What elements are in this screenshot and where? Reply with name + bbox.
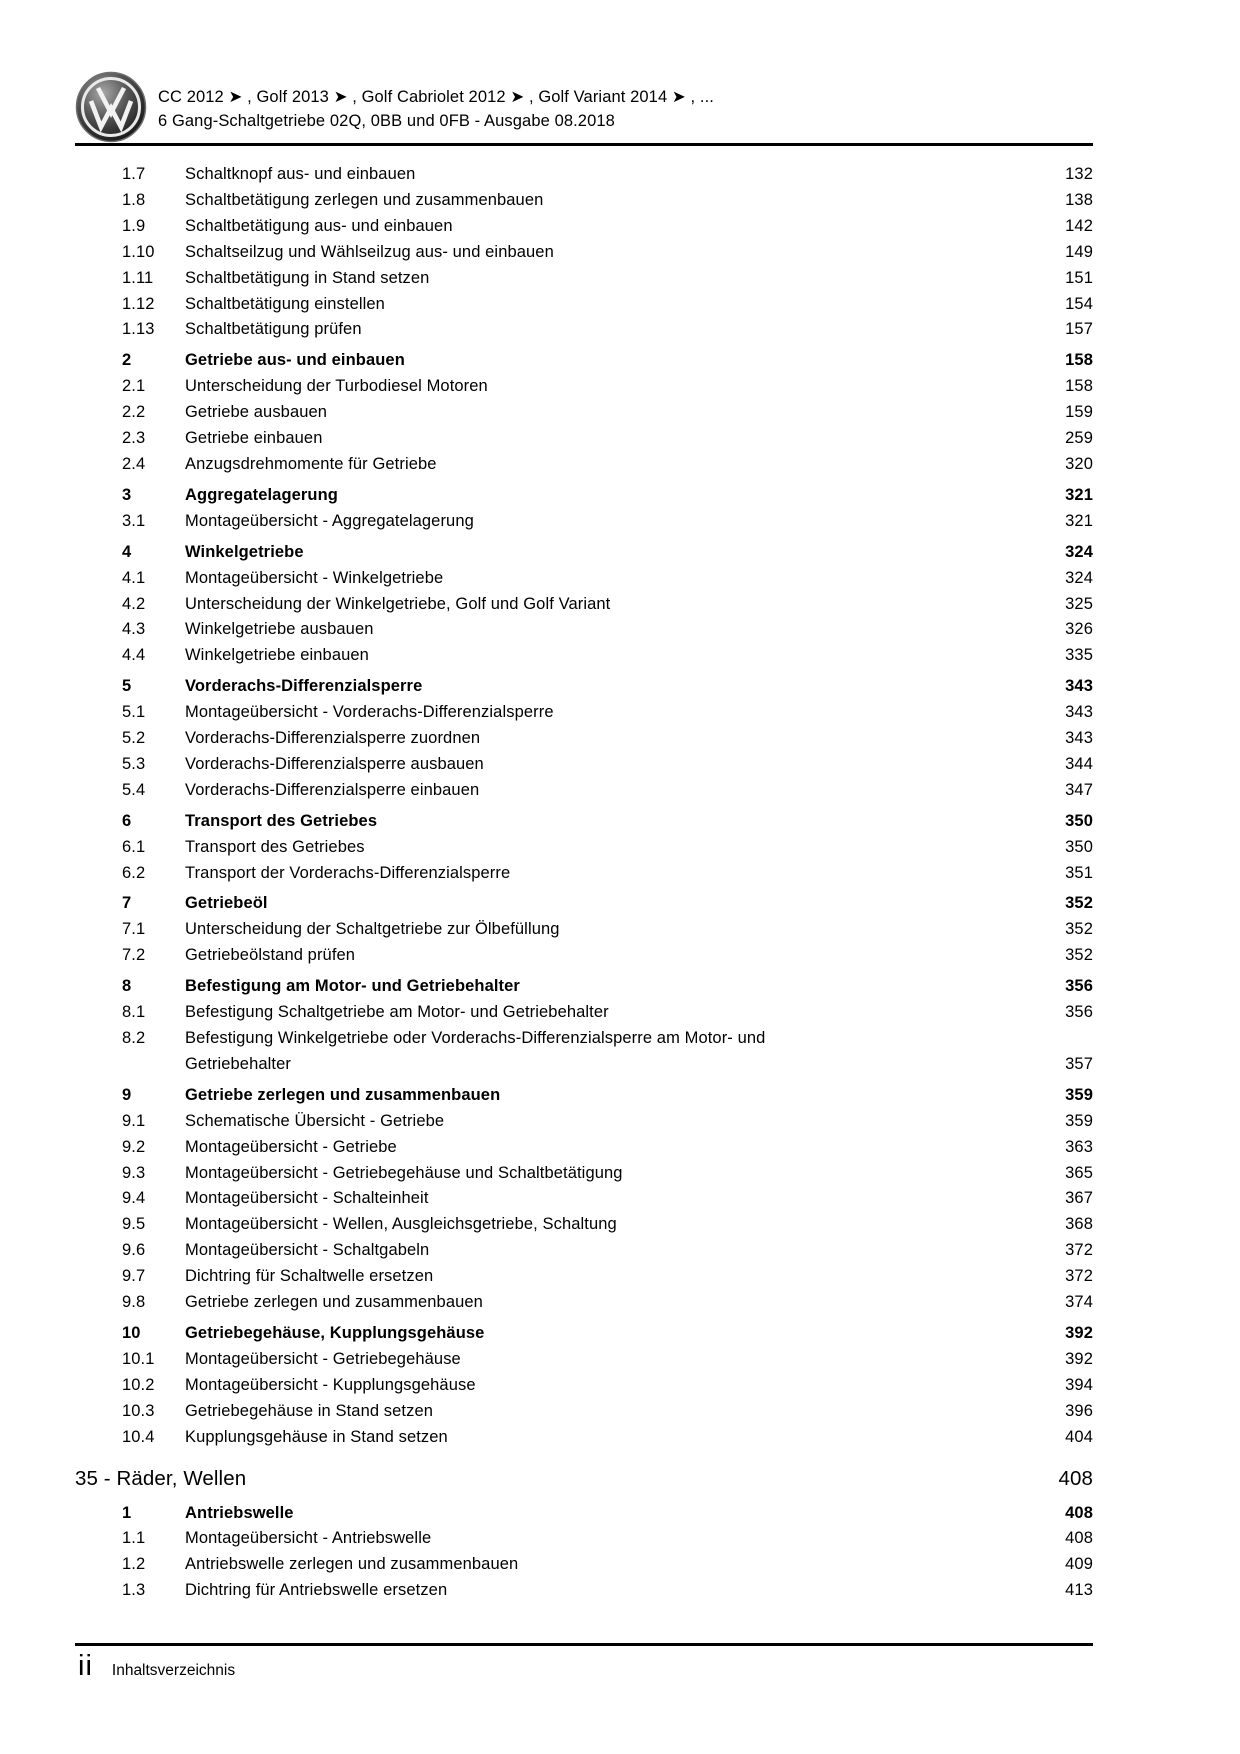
toc-entry <box>75 1083 1093 1109</box>
toc-entry-page: 392 <box>1045 1321 1093 1347</box>
toc-entry-page: 374 <box>1045 1290 1093 1316</box>
toc-entry-page: 159 <box>1045 400 1093 426</box>
toc-entry <box>75 1425 1093 1451</box>
toc-entry-number: 5.1 <box>122 700 185 726</box>
toc-entry-title: Montageübersicht - Getriebe <box>185 1138 405 1156</box>
toc-entry <box>75 1186 1093 1212</box>
toc-entry-title: Montageübersicht - Winkelgetriebe <box>185 569 451 587</box>
toc-entry-title: Vorderachs-Differenzialsperre zuordnen <box>185 729 488 747</box>
toc-entry-number: 7.2 <box>122 943 185 969</box>
toc-entry-title: Getriebe aus- und einbauen <box>185 351 413 369</box>
toc-entry <box>75 1264 1093 1290</box>
toc-entry-number: 1 <box>122 1501 185 1527</box>
toc-entry-page: 408 <box>1045 1526 1093 1552</box>
toc-entry-title: Schaltknopf aus- und einbauen <box>185 165 423 183</box>
toc-entry-page: 350 <box>1045 835 1093 861</box>
toc-entry-page: 357 <box>1045 1052 1093 1078</box>
toc-entry-title: Getriebe einbauen <box>185 429 330 447</box>
toc-entry <box>75 1463 1093 1494</box>
toc-entry-title: Getriebe zerlegen und zusammenbauen <box>185 1086 508 1104</box>
toc-entry <box>75 1135 1093 1161</box>
toc-entry <box>75 674 1093 700</box>
toc-entry-title: Antriebswelle <box>185 1504 302 1522</box>
toc-entry-number: 5.2 <box>122 726 185 752</box>
toc-entry-number: 9 <box>122 1083 185 1109</box>
toc-entry-number: 1.8 <box>122 188 185 214</box>
toc-entry-title: Montageübersicht - Getriebegehäuse <box>185 1350 469 1368</box>
toc-entry <box>75 891 1093 917</box>
toc-entry-page: 409 <box>1045 1552 1093 1578</box>
manual-subtitle-line: 6 Gang-Schaltgetriebe 02Q, 0BB und 0FB - Ausgabe 08.2018 <box>158 112 615 130</box>
toc-entry <box>75 861 1093 887</box>
toc-entry <box>75 348 1093 374</box>
toc-entry <box>75 700 1093 726</box>
toc-entry <box>75 566 1093 592</box>
toc-entry <box>75 1000 1093 1026</box>
toc-entry-title: Schaltbetätigung aus- und einbauen <box>185 217 461 235</box>
toc-entry-page: 142 <box>1045 214 1093 240</box>
toc-entry-title: Schaltseilzug und Wählseilzug aus- und einbauen <box>185 243 562 261</box>
toc-entry <box>75 592 1093 618</box>
toc-entry-page: 158 <box>1045 374 1093 400</box>
toc-entry-number: 1.1 <box>122 1526 185 1552</box>
toc-entry-page: 408 <box>1045 1463 1093 1494</box>
toc-entry-number: 3.1 <box>122 509 185 535</box>
toc-entry-page: 324 <box>1045 540 1093 566</box>
toc-entry <box>75 617 1093 643</box>
toc-entry-number: 5.3 <box>122 752 185 778</box>
toc-entry <box>75 188 1093 214</box>
folio-page-number: ii <box>78 1650 93 1682</box>
toc-entry-title: Vorderachs-Differenzialsperre einbauen <box>185 781 487 799</box>
toc-entry-number: 8.1 <box>122 1000 185 1026</box>
toc-entry-number: 1.2 <box>122 1552 185 1578</box>
toc-entry <box>75 974 1093 1000</box>
toc-entry-title: Transport des Getriebes <box>185 812 385 830</box>
toc-entry <box>75 1399 1093 1425</box>
toc-entry <box>75 509 1093 535</box>
toc-entry-title: Montageübersicht - Schaltgabeln <box>185 1241 437 1259</box>
toc-entry-number: 6.2 <box>122 861 185 887</box>
toc-entry-page: 359 <box>1045 1083 1093 1109</box>
toc-entry <box>75 1161 1093 1187</box>
toc-entry-number: 9.6 <box>122 1238 185 1264</box>
toc-entry-title: Winkelgetriebe <box>185 543 312 561</box>
toc-entry-page: 154 <box>1045 292 1093 318</box>
toc-entry-title: Getriebeölstand prüfen <box>185 946 363 964</box>
toc-entry-title: Kupplungsgehäuse in Stand setzen <box>185 1428 456 1446</box>
toc-entry-page: 325 <box>1045 592 1093 618</box>
toc-entry-number: 9.5 <box>122 1212 185 1238</box>
toc-entry-page: 408 <box>1045 1501 1093 1527</box>
toc-entry <box>75 835 1093 861</box>
toc-entry-title: Montageübersicht - Wellen, Ausgleichsgetriebe, Schaltung <box>185 1215 625 1233</box>
toc-entry-title: Montageübersicht - Getriebegehäuse und Schaltbetätigung <box>185 1164 631 1182</box>
toc-entry-number: 10.3 <box>122 1399 185 1425</box>
toc-entry-page: 365 <box>1045 1161 1093 1187</box>
header-divider <box>75 143 1093 146</box>
footer-section-label: Inhaltsverzeichnis <box>111 1662 236 1679</box>
toc-entry-page: 343 <box>1045 674 1093 700</box>
toc-entry-title: Getriebegehäuse in Stand setzen <box>185 1402 441 1420</box>
table-of-contents <box>75 162 1093 1604</box>
page-footer <box>78 1650 235 1683</box>
toc-entry <box>75 809 1093 835</box>
toc-entry-page: 326 <box>1045 617 1093 643</box>
toc-entry-number: 2.3 <box>122 426 185 452</box>
toc-entry-page: 372 <box>1045 1264 1093 1290</box>
toc-entry-number: 9.8 <box>122 1290 185 1316</box>
toc-entry-number: 9.4 <box>122 1186 185 1212</box>
manual-title-block <box>158 85 714 133</box>
toc-entry-title: Getriebegehäuse, Kupplungsgehäuse <box>185 1324 492 1342</box>
toc-entry <box>75 1109 1093 1135</box>
toc-entry-number: 5 <box>122 674 185 700</box>
toc-entry <box>75 943 1093 969</box>
toc-entry-page: 352 <box>1045 917 1093 943</box>
toc-entry-title: Dichtring für Schaltwelle ersetzen <box>185 1267 441 1285</box>
toc-entry <box>75 1526 1093 1552</box>
toc-entry-number: 2 <box>122 348 185 374</box>
toc-entry <box>75 778 1093 804</box>
toc-entry <box>75 1212 1093 1238</box>
toc-entry <box>75 483 1093 509</box>
toc-entry-number: 1.10 <box>122 240 185 266</box>
toc-entry <box>75 240 1093 266</box>
toc-entry-title: Montageübersicht - Vorderachs-Differenzialsperre <box>185 703 562 721</box>
toc-entry <box>75 1501 1093 1527</box>
toc-entry-title: Winkelgetriebe ausbauen <box>185 620 382 638</box>
toc-entry-page: 351 <box>1045 861 1093 887</box>
toc-entry-page: 352 <box>1045 943 1093 969</box>
toc-entry-title: Befestigung Schaltgetriebe am Motor- und Getriebehalter <box>185 1003 617 1021</box>
manual-models-line: CC 2012 ➤ , Golf 2013 ➤ , Golf Cabriolet 2012 ➤ , Golf Variant 2014 ➤ , ... <box>158 88 714 106</box>
toc-entry-page: 352 <box>1045 891 1093 917</box>
toc-entry-title: Montageübersicht - Kupplungsgehäuse <box>185 1376 484 1394</box>
toc-entry-number: 1.7 <box>122 162 185 188</box>
toc-entry-number: 1.9 <box>122 214 185 240</box>
toc-entry-number: 5.4 <box>122 778 185 804</box>
toc-entry-page: 413 <box>1045 1578 1093 1604</box>
toc-entry-number: 3 <box>122 483 185 509</box>
toc-entry-number: 9.1 <box>122 1109 185 1135</box>
toc-entry-page: 132 <box>1045 162 1093 188</box>
toc-entry-page: 404 <box>1045 1425 1093 1451</box>
toc-entry-title: Schaltbetätigung prüfen <box>185 320 370 338</box>
toc-entry-title: Montageübersicht - Schalteinheit <box>185 1189 437 1207</box>
toc-entry-page: 350 <box>1045 809 1093 835</box>
toc-entry <box>75 1552 1093 1578</box>
toc-entry-title: Getriebe ausbauen <box>185 403 335 421</box>
toc-entry-page: 392 <box>1045 1347 1093 1373</box>
toc-entry-number: 1.3 <box>122 1578 185 1604</box>
toc-entry-title: Unterscheidung der Schaltgetriebe zur Ölbefüllung <box>185 920 568 938</box>
toc-entry <box>75 1026 1093 1078</box>
toc-entry-title: Transport des Getriebes <box>185 838 373 856</box>
toc-entry-title: Getriebeöl <box>185 894 276 912</box>
toc-entry-title: Befestigung am Motor- und Getriebehalter <box>185 977 528 995</box>
toc-entry <box>75 643 1093 669</box>
toc-entry-number: 9.2 <box>122 1135 185 1161</box>
toc-entry-page: 394 <box>1045 1373 1093 1399</box>
toc-entry <box>75 540 1093 566</box>
toc-entry <box>75 266 1093 292</box>
toc-entry <box>75 400 1093 426</box>
page-header <box>75 71 1093 143</box>
toc-entry-number: 1.11 <box>122 266 185 292</box>
toc-entry-title: Schaltbetätigung einstellen <box>185 295 393 313</box>
toc-entry-number: 4.1 <box>122 566 185 592</box>
toc-entry <box>75 1290 1093 1316</box>
toc-entry-number: 4 <box>122 540 185 566</box>
toc-entry-title: 35 - Räder, Wellen <box>75 1467 254 1490</box>
toc-entry-page: 335 <box>1045 643 1093 669</box>
toc-entry-page: 151 <box>1045 266 1093 292</box>
toc-entry-page: 321 <box>1045 509 1093 535</box>
toc-entry <box>75 1347 1093 1373</box>
toc-entry-number: 8.2 <box>122 1026 185 1052</box>
toc-entry-number: 4.3 <box>122 617 185 643</box>
toc-entry-page: 324 <box>1045 566 1093 592</box>
toc-entry-title: Unterscheidung der Turbodiesel Motoren <box>185 377 496 395</box>
toc-entry <box>75 1578 1093 1604</box>
toc-entry-number: 10 <box>122 1321 185 1347</box>
toc-entry-number: 10.4 <box>122 1425 185 1451</box>
toc-entry-number: 7.1 <box>122 917 185 943</box>
toc-entry-title: Schematische Übersicht - Getriebe <box>185 1112 452 1130</box>
toc-entry-page: 396 <box>1045 1399 1093 1425</box>
vw-logo-icon <box>75 71 147 143</box>
toc-entry-page: 321 <box>1045 483 1093 509</box>
toc-entry <box>75 1321 1093 1347</box>
toc-entry-page: 372 <box>1045 1238 1093 1264</box>
toc-entry <box>75 162 1093 188</box>
toc-entry-title: Dichtring für Antriebswelle ersetzen <box>185 1581 455 1599</box>
toc-entry-page: 367 <box>1045 1186 1093 1212</box>
toc-entry-title: Befestigung Winkelgetriebe oder Vorderachs-Differenzialsperre am Motor- und Getriebehalter <box>185 1029 766 1073</box>
toc-entry-page: 320 <box>1045 452 1093 478</box>
toc-entry <box>75 726 1093 752</box>
toc-entry-number: 2.4 <box>122 452 185 478</box>
toc-entry-number: 2.2 <box>122 400 185 426</box>
toc-entry-title: Unterscheidung der Winkelgetriebe, Golf und Golf Variant <box>185 595 618 613</box>
toc-entry-page: 356 <box>1045 1000 1093 1026</box>
toc-entry-page: 343 <box>1045 700 1093 726</box>
toc-entry-title: Winkelgetriebe einbauen <box>185 646 377 664</box>
toc-entry-number: 1.13 <box>122 317 185 343</box>
toc-entry-number: 10.1 <box>122 1347 185 1373</box>
toc-entry <box>75 426 1093 452</box>
toc-entry-title: Aggregatelagerung <box>185 486 346 504</box>
toc-entry-title: Anzugsdrehmomente für Getriebe <box>185 455 445 473</box>
toc-entry <box>75 317 1093 343</box>
toc-entry-page: 149 <box>1045 240 1093 266</box>
toc-entry-page: 259 <box>1045 426 1093 452</box>
toc-entry-page: 157 <box>1045 317 1093 343</box>
toc-entry <box>75 292 1093 318</box>
toc-entry <box>75 752 1093 778</box>
toc-entry <box>75 374 1093 400</box>
toc-entry-title: Schaltbetätigung zerlegen und zusammenbauen <box>185 191 551 209</box>
toc-entry-number: 4.2 <box>122 592 185 618</box>
toc-entry-page: 363 <box>1045 1135 1093 1161</box>
toc-entry <box>75 214 1093 240</box>
toc-entry-title: Antriebswelle zerlegen und zusammenbauen <box>185 1555 526 1573</box>
toc-entry-title: Transport der Vorderachs-Differenzialsperre <box>185 864 518 882</box>
toc-entry-title: Montageübersicht - Antriebswelle <box>185 1529 439 1547</box>
toc-entry-page: 138 <box>1045 188 1093 214</box>
toc-entry-title: Schaltbetätigung in Stand setzen <box>185 269 437 287</box>
toc-entry-title: Montageübersicht - Aggregatelagerung <box>185 512 482 530</box>
footer-divider <box>75 1643 1093 1646</box>
toc-entry-number: 6 <box>122 809 185 835</box>
toc-entry-number: 4.4 <box>122 643 185 669</box>
toc-entry <box>75 1238 1093 1264</box>
toc-entry-page: 368 <box>1045 1212 1093 1238</box>
toc-entry <box>75 452 1093 478</box>
toc-entry <box>75 1373 1093 1399</box>
toc-entry-number: 2.1 <box>122 374 185 400</box>
toc-entry-page: 343 <box>1045 726 1093 752</box>
toc-entry-title: Getriebe zerlegen und zusammenbauen <box>185 1293 491 1311</box>
toc-entry-number: 10.2 <box>122 1373 185 1399</box>
toc-entry <box>75 917 1093 943</box>
toc-entry-page: 158 <box>1045 348 1093 374</box>
toc-entry-number: 9.7 <box>122 1264 185 1290</box>
toc-entry-page: 344 <box>1045 752 1093 778</box>
toc-entry-number: 1.12 <box>122 292 185 318</box>
toc-entry-number: 9.3 <box>122 1161 185 1187</box>
toc-entry-page: 359 <box>1045 1109 1093 1135</box>
toc-entry-title: Vorderachs-Differenzialsperre ausbauen <box>185 755 492 773</box>
toc-entry-page: 347 <box>1045 778 1093 804</box>
toc-entry-number: 7 <box>122 891 185 917</box>
toc-entry-number: 6.1 <box>122 835 185 861</box>
toc-entry-page: 356 <box>1045 974 1093 1000</box>
toc-entry-number: 8 <box>122 974 185 1000</box>
toc-entry-title: Vorderachs-Differenzialsperre <box>185 677 430 695</box>
